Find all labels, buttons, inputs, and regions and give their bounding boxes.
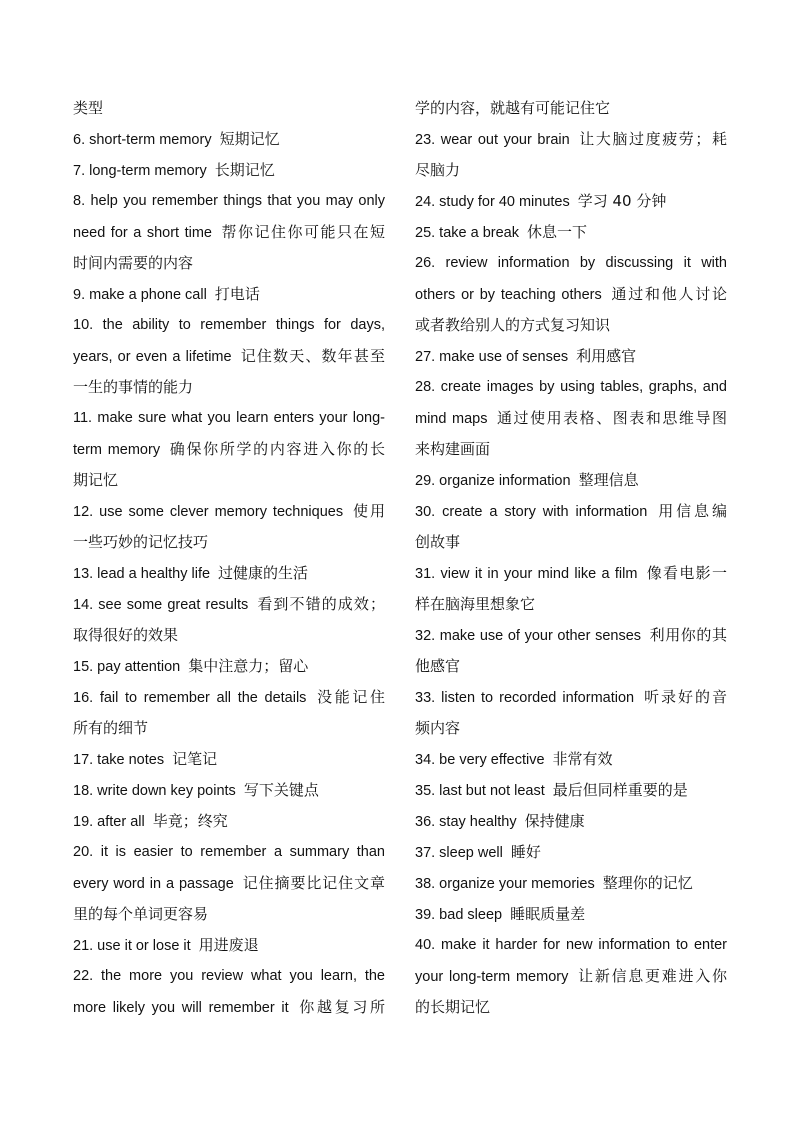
chinese-translation: 利用你的其 (649, 626, 727, 644)
chinese-translation: 让大脑过度疲劳；耗 (577, 130, 727, 148)
text-line (73, 527, 385, 558)
english-phrase: 33. listen to recorded information (415, 690, 635, 706)
chinese-translation: 或者教给别人的方式复习知识 (415, 316, 611, 334)
text-line (415, 372, 727, 403)
english-phrase: others or by teaching others (415, 287, 602, 303)
chinese-translation: 打电话 (214, 285, 260, 303)
chinese-translation: 帮你记住你可能只在短 (219, 223, 385, 241)
text-line (73, 961, 385, 992)
english-phrase: 34. be very effective (415, 752, 545, 768)
text-line (415, 775, 727, 806)
chinese-translation: 时间内需要的内容 (73, 254, 194, 272)
english-phrase: 32. make use of your other senses (415, 628, 642, 644)
text-line (73, 124, 385, 155)
english-phrase: 31. view it in your mind like a film (415, 566, 638, 582)
english-phrase: 17. take notes (73, 752, 165, 768)
chinese-translation: 学习 40 分钟 (577, 192, 667, 210)
english-phrase: 22. the more you review what you learn, the (73, 968, 385, 984)
text-line (73, 806, 385, 837)
text-line (415, 186, 727, 217)
text-line (415, 155, 727, 186)
text-line (415, 837, 727, 868)
text-line (415, 124, 727, 155)
text-line (415, 434, 727, 465)
chinese-translation: 记笔记 (172, 750, 218, 768)
english-phrase: 18. write down key points (73, 783, 236, 799)
english-phrase: 12. use some clever memory techniques (73, 504, 344, 520)
chinese-translation: 的长期记忆 (415, 998, 491, 1016)
chinese-translation: 保持健康 (524, 812, 585, 830)
english-phrase: 23. wear out your brain (415, 132, 570, 148)
text-line (73, 434, 385, 465)
chinese-translation: 听录好的音 (642, 688, 727, 706)
chinese-translation: 来构建画面 (415, 440, 491, 458)
text-line (415, 279, 727, 310)
text-line (73, 651, 385, 682)
chinese-translation: 写下关键点 (243, 781, 319, 799)
text-line (415, 248, 727, 279)
chinese-translation: 你越复习所 (296, 998, 385, 1016)
chinese-translation: 期记忆 (73, 471, 119, 489)
chinese-translation: 看到不错的成效； (256, 595, 385, 613)
text-line (415, 465, 727, 496)
chinese-translation: 让新信息更难进入你 (576, 967, 727, 985)
text-line (73, 155, 385, 186)
english-phrase: 8. help you remember things that you may only (73, 193, 385, 209)
text-line (415, 496, 727, 527)
chinese-translation: 类型 (73, 99, 104, 117)
english-phrase: 38. organize your memories (415, 876, 595, 892)
text-line (73, 868, 385, 899)
chinese-translation: 整理信息 (578, 471, 639, 489)
text-line (415, 961, 727, 992)
chinese-translation: 毕竟；终究 (152, 812, 228, 830)
english-phrase: 15. pay attention (73, 659, 181, 675)
english-phrase: 14. see some great results (73, 597, 249, 613)
english-phrase: 26. review information by discussing it with (415, 255, 727, 271)
text-line (73, 465, 385, 496)
chinese-translation: 里的每个单词更容易 (73, 905, 209, 923)
chinese-translation: 学的内容，就越有可能记住它 (415, 99, 611, 117)
chinese-translation: 通过和他人讨论 (609, 285, 727, 303)
text-line (415, 682, 727, 713)
text-line (73, 992, 385, 1023)
text-line (73, 620, 385, 651)
english-phrase: need for a short time (73, 225, 212, 241)
english-phrase: term memory (73, 442, 161, 458)
english-phrase: 25. take a break (415, 225, 519, 241)
english-phrase: 27. make use of senses (415, 349, 569, 365)
english-phrase: every word in a passage (73, 876, 234, 892)
text-line (73, 558, 385, 589)
chinese-translation: 记住数天、数年甚至 (239, 347, 385, 365)
english-phrase: 36. stay healthy (415, 814, 517, 830)
text-line (415, 651, 727, 682)
english-phrase: 28. create images by using tables, graphs, and (415, 379, 727, 395)
left-column (73, 93, 385, 1023)
text-line (73, 775, 385, 806)
english-phrase: 11. make sure what you learn enters your long- (73, 410, 385, 426)
text-line (415, 930, 727, 961)
english-phrase: mind maps (415, 411, 488, 427)
chinese-translation: 最后但同样重要的是 (552, 781, 688, 799)
text-line (73, 930, 385, 961)
english-phrase: 24. study for 40 minutes (415, 194, 570, 210)
english-phrase: 6. short-term memory (73, 132, 212, 148)
text-line (73, 403, 385, 434)
english-phrase: your long-term memory (415, 969, 569, 985)
text-line (415, 992, 727, 1023)
chinese-translation: 所有的细节 (73, 719, 149, 737)
chinese-translation: 样在脑海里想象它 (415, 595, 536, 613)
chinese-translation: 非常有效 (552, 750, 613, 768)
english-phrase: 13. lead a healthy life (73, 566, 211, 582)
chinese-translation: 睡眠质量差 (510, 905, 586, 923)
english-phrase: 9. make a phone call (73, 287, 207, 303)
text-line (73, 682, 385, 713)
text-line (415, 341, 727, 372)
text-line (73, 372, 385, 403)
text-line (73, 310, 385, 341)
text-line (415, 620, 727, 651)
chinese-translation: 确保你所学的内容进入你的长 (168, 440, 385, 458)
chinese-translation: 创故事 (415, 533, 461, 551)
text-line (415, 589, 727, 620)
chinese-translation: 集中注意力；留心 (188, 657, 309, 675)
chinese-translation: 一生的事情的能力 (73, 378, 194, 396)
english-phrase: 35. last but not least (415, 783, 545, 799)
text-line (73, 93, 385, 124)
text-line (73, 496, 385, 527)
chinese-translation: 过健康的生活 (218, 564, 309, 582)
chinese-translation: 利用感官 (576, 347, 637, 365)
text-line (415, 93, 727, 124)
text-line (73, 279, 385, 310)
text-line (73, 341, 385, 372)
text-line (415, 558, 727, 589)
text-line (415, 868, 727, 899)
chinese-translation: 睡好 (510, 843, 541, 861)
chinese-translation: 短期记忆 (219, 130, 280, 148)
english-phrase: 19. after all (73, 814, 145, 830)
chinese-translation: 使用 (351, 502, 385, 520)
chinese-translation: 一些巧妙的记忆技巧 (73, 533, 209, 551)
text-line (73, 744, 385, 775)
chinese-translation: 休息一下 (527, 223, 588, 241)
chinese-translation: 尽脑力 (415, 161, 461, 179)
chinese-translation: 取得很好的效果 (73, 626, 179, 644)
text-line (73, 589, 385, 620)
english-phrase: 16. fail to remember all the details (73, 690, 307, 706)
text-line (415, 713, 727, 744)
english-phrase: 39. bad sleep (415, 907, 503, 923)
right-column (415, 93, 727, 1023)
chinese-translation: 记住摘要比记住文章 (241, 874, 385, 892)
english-phrase: 20. it is easier to remember a summary than (73, 844, 385, 860)
text-line (73, 899, 385, 930)
chinese-translation: 像看电影一 (645, 564, 727, 582)
english-phrase: 7. long-term memory (73, 163, 207, 179)
english-phrase: 40. make it harder for new information to enter (415, 937, 727, 953)
text-line (415, 899, 727, 930)
english-phrase: 37. sleep well (415, 845, 503, 861)
english-phrase: 21. use it or lose it (73, 938, 191, 954)
text-line (415, 310, 727, 341)
english-phrase: 29. organize information (415, 473, 571, 489)
chinese-translation: 整理你的记忆 (602, 874, 693, 892)
chinese-translation: 长期记忆 (214, 161, 275, 179)
text-line (415, 403, 727, 434)
text-line (415, 806, 727, 837)
text-line (415, 744, 727, 775)
english-phrase: more likely you will remember it (73, 1000, 289, 1016)
text-line (73, 713, 385, 744)
text-line (415, 217, 727, 248)
english-phrase: years, or even a lifetime (73, 349, 232, 365)
text-line (415, 527, 727, 558)
chinese-translation: 频内容 (415, 719, 461, 737)
chinese-translation: 用信息编 (655, 502, 727, 520)
text-line (73, 248, 385, 279)
chinese-translation: 没能记住 (314, 688, 385, 706)
text-line (73, 837, 385, 868)
text-line (73, 186, 385, 217)
english-phrase: 30. create a story with information (415, 504, 648, 520)
english-phrase: 10. the ability to remember things for days, (73, 317, 385, 333)
text-line (73, 217, 385, 248)
chinese-translation: 他感官 (415, 657, 461, 675)
chinese-translation: 用进废退 (198, 936, 259, 954)
chinese-translation: 通过使用表格、图表和思维导图 (495, 409, 727, 427)
